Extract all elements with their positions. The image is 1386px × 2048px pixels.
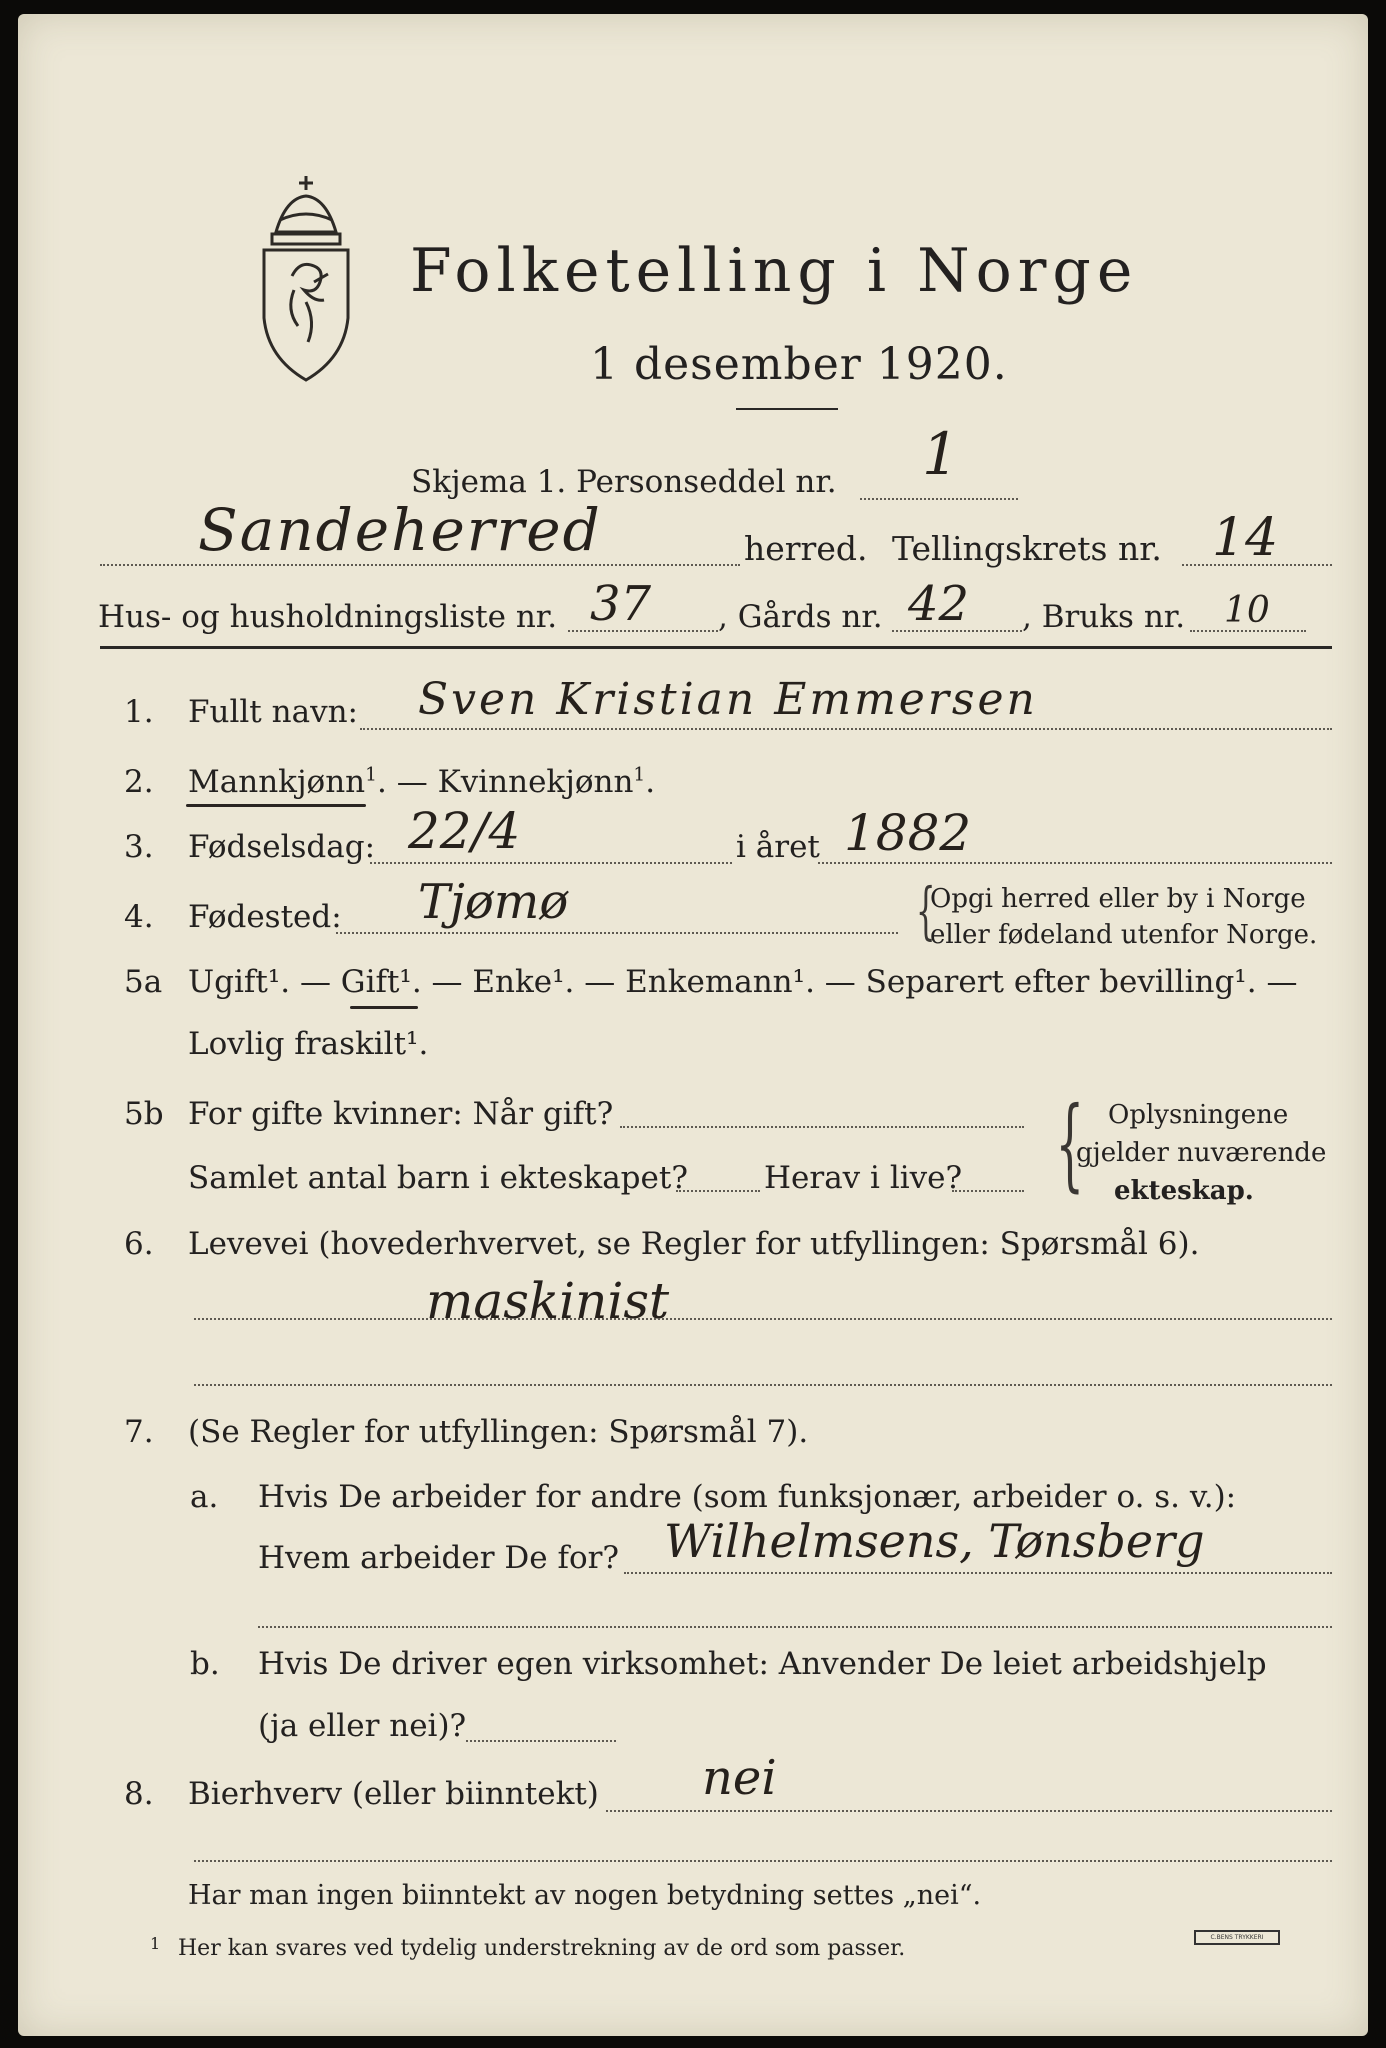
q1-line: [360, 728, 1332, 730]
q8-number: 8.: [124, 1776, 154, 1812]
skjema-label: Skjema 1. Personseddel nr.: [411, 464, 837, 500]
q5a-options-line2: Lovlig fraskilt¹.: [188, 1026, 429, 1062]
q8-value: nei: [702, 1750, 777, 1806]
q6-line2: [194, 1384, 1332, 1386]
q7a-label1: Hvis De arbeider for andre (som funksjonær, arbeider o. s. v.):: [258, 1479, 1237, 1515]
q5a-number: 5a: [124, 964, 163, 1000]
personseddel-line: [860, 498, 1018, 500]
herred-line: [100, 564, 740, 566]
header-rule: [100, 646, 1332, 649]
personseddel-value: 1: [922, 420, 959, 488]
q5b-label2: Samlet antal barn i ekteskapet?: [188, 1160, 688, 1196]
hus-label: Hus- og husholdningsliste nr.: [98, 599, 558, 635]
q2-female: Kvinnekjønn: [437, 764, 634, 800]
q4-note-line2: eller fødeland utenfor Norge.: [930, 920, 1318, 950]
census-form: [18, 14, 1368, 2036]
q7a-line: [624, 1572, 1332, 1574]
q5b-note-line3: ekteskap.: [1114, 1176, 1254, 1206]
q7a-line2: [258, 1626, 1332, 1628]
q8-line: [606, 1810, 1332, 1812]
q5b-married-line: [620, 1126, 1024, 1128]
q5a-options: Ugift¹. — Gift¹. — Enke¹. — Enkemann¹. — Separert efter bevilling¹. —: [188, 964, 1298, 1000]
hus-value: 37: [590, 576, 652, 632]
q7a-letter: a.: [190, 1479, 219, 1515]
bruks-value: 10: [1224, 590, 1270, 631]
bruks-label: , Bruks nr.: [1022, 599, 1186, 635]
q4-line: [336, 932, 898, 934]
form-title: Folketelling i Norge: [410, 236, 1139, 306]
q4-label: Fødested:: [188, 899, 342, 935]
q6-label: Levevei (hovederhvervet, se Regler for utfyllingen: Spørsmål 6).: [188, 1226, 1200, 1262]
q3-year-label: i året: [736, 829, 820, 865]
q5b-children-line: [676, 1190, 760, 1192]
herred-label: herred.: [744, 529, 868, 568]
q1-label: Fullt navn:: [188, 694, 358, 730]
q8-line2: [194, 1860, 1332, 1862]
q4-number: 4.: [124, 899, 154, 935]
q5b-label1: For gifte kvinner: Når gift?: [188, 1096, 614, 1132]
gards-value: 42: [908, 576, 970, 632]
q6-line1: [194, 1318, 1332, 1320]
q5b-note-line2: gjelder nuværende: [1076, 1138, 1327, 1168]
q1-value: Sven Kristian Emmersen: [418, 674, 1038, 725]
census-date: 1 desember 1920.: [590, 339, 1008, 390]
q5b-note-line1: Oplysningene: [1108, 1100, 1289, 1130]
q3-number: 3.: [124, 829, 154, 865]
q7-label: (Se Regler for utfyllingen: Spørsmål 7).: [188, 1414, 809, 1450]
q2-sex-options: Mannkjønn$^1$. — Kvinnekjønn$^1$.: [188, 764, 656, 800]
q4-value: Tjømø: [418, 874, 569, 930]
q5b-number: 5b: [124, 1096, 164, 1132]
q6-number: 6.: [124, 1226, 154, 1262]
q3-label: Fødselsdag:: [188, 829, 376, 865]
q3-year-value: 1882: [844, 804, 972, 862]
herred-value: Sandeherred: [198, 496, 602, 564]
q7b-line: [466, 1740, 616, 1742]
q5a-gift-underline: [350, 1006, 418, 1009]
q5b-note-brace: {: [1055, 1085, 1085, 1202]
q6-value: maskinist: [426, 1272, 670, 1330]
q7-number: 7.: [124, 1414, 154, 1450]
q1-number: 1.: [124, 694, 154, 730]
q7a-label2: Hvem arbeider De for?: [258, 1540, 620, 1576]
q5b-alive-line: [952, 1190, 1024, 1192]
q3-line: [370, 862, 732, 864]
tellingskrets-value: 14: [1212, 508, 1279, 568]
footnote: Her kan svares ved tydelig understrekning av de ord som passer.: [178, 1936, 906, 1961]
q8-label: Bierhverv (eller biinntekt): [188, 1776, 599, 1812]
q5b-label3: Herav i live?: [764, 1160, 963, 1196]
title-divider: [736, 408, 838, 410]
q2-number: 2.: [124, 764, 154, 800]
q7b-letter: b.: [190, 1646, 220, 1682]
q3-year-line: [818, 862, 1332, 864]
q2-male-underline: [186, 804, 366, 807]
norwegian-coat-of-arms-icon: [256, 172, 356, 384]
tellingskrets-label: Tellingskrets nr.: [892, 529, 1162, 568]
q2-male: Mannkjønn: [188, 764, 366, 800]
q4-note-brace: {: [915, 874, 936, 947]
q4-note-line1: Opgi herred eller by i Norge: [930, 884, 1306, 914]
footnote-mark: 1: [150, 1934, 161, 1953]
q7b-label1: Hvis De driver egen virksomhet: Anvender De leiet arbeidshjelp: [258, 1646, 1267, 1682]
q7a-value: Wilhelmsens, Tønsberg: [664, 1514, 1205, 1568]
q7b-label2: (ja eller nei)?: [258, 1708, 467, 1744]
gards-label: , Gårds nr.: [718, 599, 883, 635]
q3-value: 22/4: [408, 802, 521, 860]
printer-stamp: C.BENS TRYKKERI: [1194, 1930, 1280, 1945]
biinntekt-note: Har man ingen biinntekt av nogen betydning settes „nei“.: [188, 1880, 982, 1911]
